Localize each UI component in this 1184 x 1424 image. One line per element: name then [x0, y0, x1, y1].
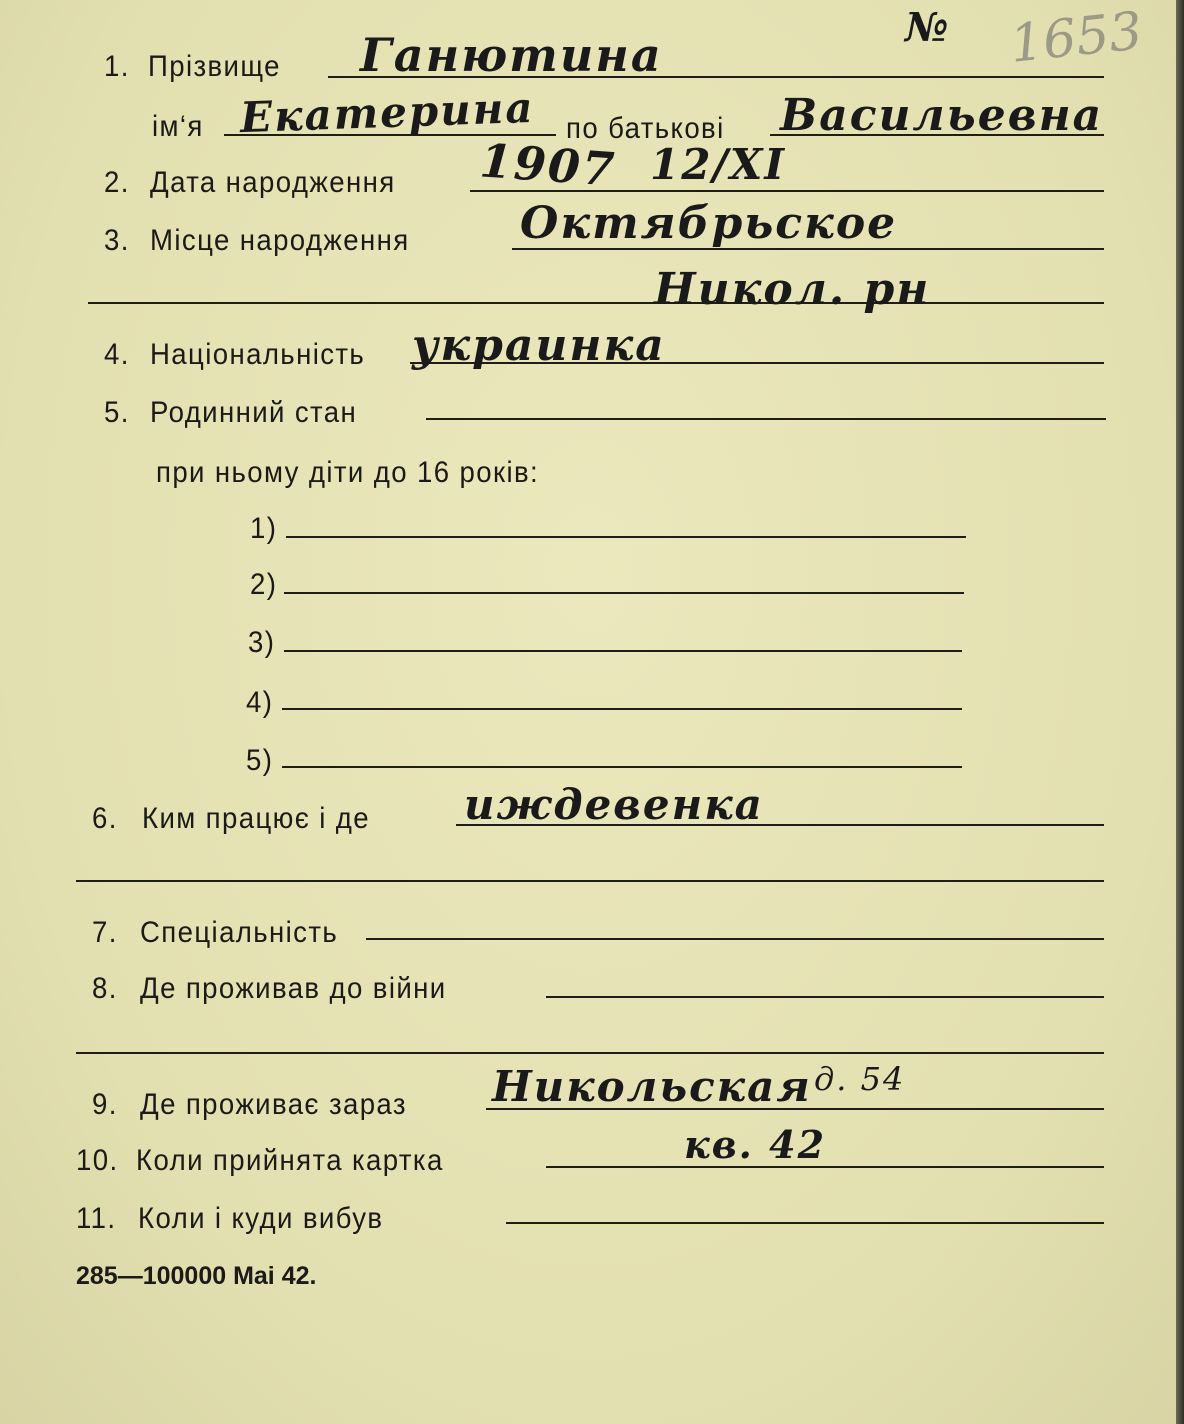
current-residence-value: Никольская — [492, 1062, 812, 1111]
birth-year-value: 1907 — [478, 133, 618, 197]
departed-label: Коли і куди вибув — [138, 1202, 384, 1235]
child-1-label: 1) — [250, 512, 278, 545]
surname-label: Прізвище — [148, 50, 281, 83]
print-mark: 285—100000 Mai 42. — [76, 1262, 317, 1290]
child-3-label: 3) — [248, 626, 276, 659]
birth-daymonth-value: 12/XI — [650, 140, 787, 189]
prewar-residence-number: 8. — [92, 972, 118, 1005]
specialty-line — [366, 938, 1104, 940]
name-label: ім‘я — [152, 110, 204, 143]
occupation-value: иждевенка — [464, 780, 764, 829]
marital-status-number: 5. — [104, 396, 130, 429]
prewar-residence-line — [546, 996, 1104, 998]
birth-place-line-2 — [88, 302, 1104, 304]
specialty-number: 7. — [92, 916, 118, 949]
child-5-line — [282, 766, 962, 768]
child-2-label: 2) — [250, 568, 278, 601]
specialty-label: Спеціальність — [140, 916, 339, 949]
nationality-number: 4. — [104, 338, 130, 371]
marital-status-label: Родинний стан — [150, 396, 358, 429]
nationality-label: Національність — [150, 338, 366, 371]
birth-place-label: Місце народження — [150, 224, 410, 257]
child-4-line — [282, 708, 962, 710]
card-edge — [1176, 0, 1184, 1424]
birth-date-label: Дата народження — [150, 166, 396, 199]
occupation-number: 6. — [92, 802, 118, 835]
surname-number: 1. — [104, 50, 130, 83]
corner-mark: № — [905, 4, 949, 51]
marital-status-line — [426, 418, 1106, 420]
archive-number: 1653 — [1007, 1, 1146, 75]
current-residence-label: Де проживає зараз — [140, 1088, 407, 1121]
birth-place-number: 3. — [104, 224, 130, 257]
surname-value: Ганютина — [360, 28, 663, 82]
current-residence-number: 9. — [92, 1088, 118, 1121]
nationality-value: украинка — [412, 320, 666, 371]
child-3-line — [284, 650, 962, 652]
patronymic-label: по батькові — [566, 112, 725, 145]
children-label: при ньому діти до 16 років: — [156, 456, 540, 489]
child-1-line — [286, 536, 966, 538]
child-4-label: 4) — [246, 686, 274, 719]
occupation-label: Ким працює і де — [142, 802, 371, 835]
child-5-label: 5) — [246, 744, 274, 777]
birth-place-value: Октябрьское — [520, 198, 898, 249]
current-residence-apt: кв. 42 — [684, 1122, 827, 1167]
prewar-residence-label: Де проживав до війни — [140, 972, 447, 1005]
prewar-residence-line-2 — [76, 1052, 1104, 1054]
birth-date-number: 2. — [104, 166, 130, 199]
departed-line — [506, 1222, 1104, 1224]
current-residence-house: д. 54 — [814, 1060, 906, 1098]
card-accepted-label: Коли прийнята картка — [136, 1144, 444, 1177]
departed-number: 11. — [76, 1202, 117, 1235]
patronymic-value: Васильевна — [780, 90, 1104, 141]
card-accepted-number: 10. — [76, 1144, 119, 1177]
child-2-line — [284, 592, 964, 594]
occupation-line-2 — [76, 880, 1104, 882]
birth-place-value-2: Никол. рн — [654, 264, 931, 315]
name-value: Екатерина — [239, 82, 536, 143]
